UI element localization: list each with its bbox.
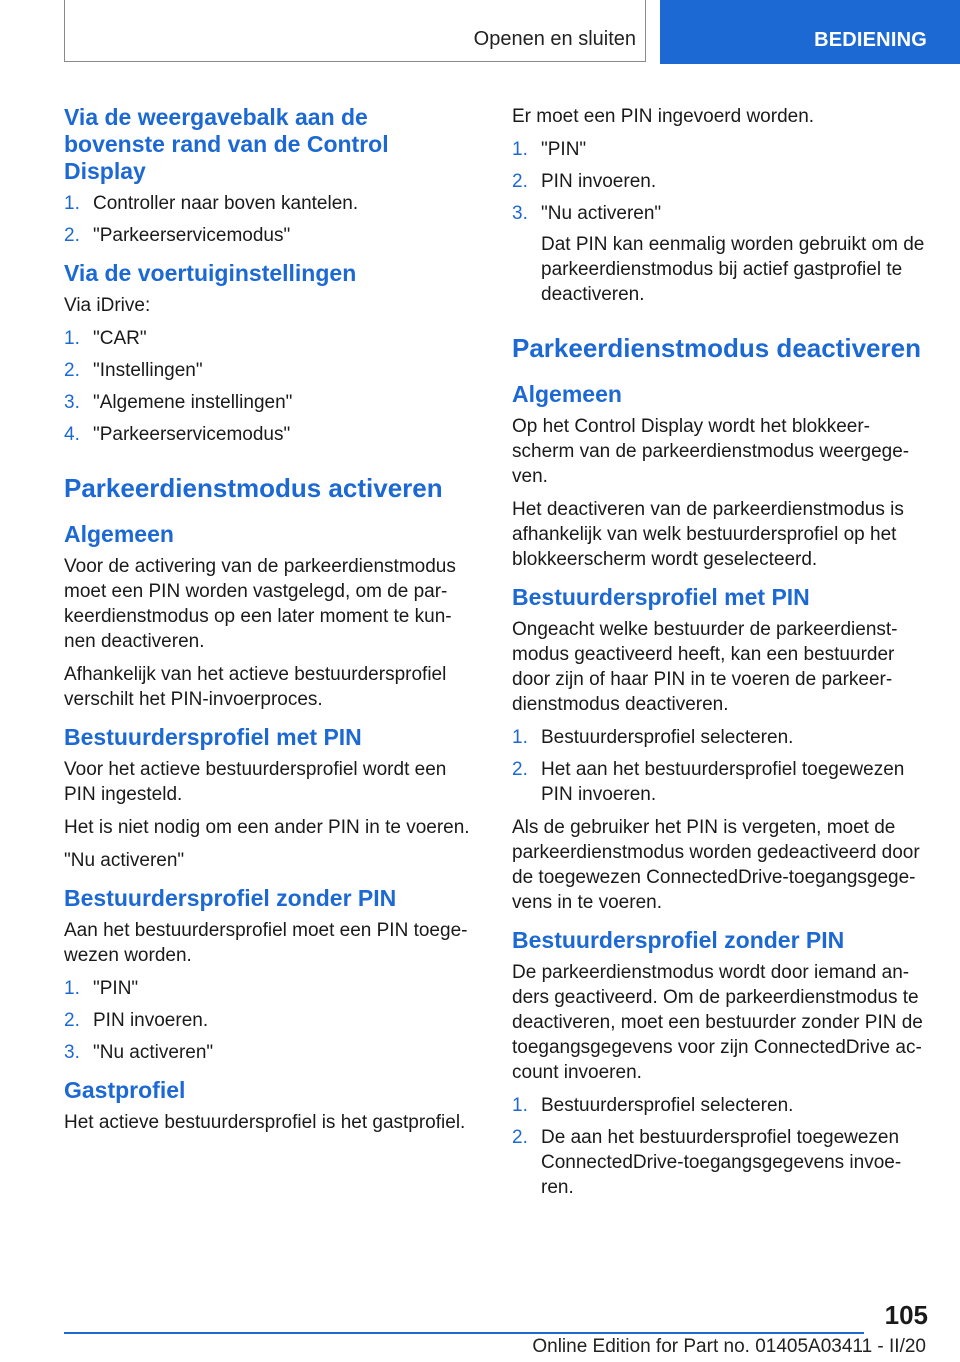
heading-deactivate: Parkeerdienstmodus deactiveren (512, 333, 921, 363)
list-item: 2. De aan het bestuurdersprofiel toegewezen ConnectedDrive-toegangsgegevens invoe-ren. (512, 1127, 902, 1198)
heading-without-pin: Bestuurdersprofiel zonder PIN (64, 885, 397, 911)
idrive-text: Via iDrive: (64, 295, 151, 316)
guest-steps-list (512, 137, 930, 307)
paragraph: Het actieve bestuurdersprofiel is het gastprofiel. (64, 1112, 466, 1133)
edition-footer: Online Edition for Part no. 01405A03411 - II/20 (532, 1336, 926, 1357)
left-column (64, 104, 474, 1143)
paragraph: Er moet een PIN ingevoerd worden. (512, 106, 815, 127)
paragraph: Het is niet nodig om een ander PIN in te voeren. (64, 817, 470, 838)
heading-general: Algemeen (64, 521, 174, 547)
paragraph: Afhankelijk van het actieve bestuurdersprofiel verschilt het PIN-invoerproces. (64, 664, 447, 710)
list-item: 4. "Parkeerservicemodus" (64, 424, 291, 445)
paragraph: "Nu activeren" (64, 850, 185, 871)
with-pin-steps-list (512, 725, 930, 807)
paragraph: Voor de activering van de parkeerdienstmodus moet een PIN worden vastgelegd, om de par-keerdienstmodus op een later moment te kun-nen deactiveren. (64, 556, 456, 652)
right-column (512, 104, 930, 1208)
page-number: 105 (884, 1300, 928, 1330)
heading-vehicle-settings: Via de voertuiginstellingen (64, 260, 357, 286)
heading-activate: Parkeerdienstmodus activeren (64, 473, 443, 503)
list-item: 3. "Algemene instellingen" (64, 392, 293, 413)
chapter-title: Openen en sluiten (473, 28, 636, 50)
heading-guest-profile: Gastprofiel (64, 1077, 186, 1103)
step-note: Dat PIN kan eenmalig worden gebruikt om de parkeerdienstmodus bij actief gastprofiel te deactiveren. (541, 234, 925, 305)
list-item: 1. Bestuurdersprofiel selecteren. (512, 1095, 794, 1116)
heading-with-pin: Bestuurdersprofiel met PIN (64, 724, 362, 750)
display-steps-list (64, 191, 474, 248)
paragraph: Ongeacht welke bestuurder de parkeerdienst-modus geactiveerd heeft, kan een bestuurder door zijn of haar PIN in te voeren de parkeer-dienstmodus deactiveren. (512, 619, 898, 715)
paragraph: Voor het actieve bestuurdersprofiel wordt een PIN ingesteld. (64, 759, 447, 805)
heading-with-pin: Bestuurdersprofiel met PIN (512, 584, 810, 610)
list-item: 1. "CAR" (64, 328, 147, 349)
paragraph: Het deactiveren van de parkeerdienstmodus is afhankelijk van welk bestuurdersprofiel op het blokkeerscherm wordt geselecteerd. (512, 499, 904, 570)
list-item: 2. Het aan het bestuurdersprofiel toegewezen PIN invoeren. (512, 759, 905, 805)
list-item: 1. "PIN" (64, 978, 139, 999)
list-item: 1. "PIN" (512, 139, 587, 160)
without-pin-steps-list (512, 1093, 930, 1200)
list-item: 3. "Nu activeren" (64, 1042, 214, 1063)
list-item: 2. "Instellingen" (64, 360, 203, 381)
heading-general: Algemeen (512, 381, 622, 407)
paragraph: Aan het bestuurdersprofiel moet een PIN toege-wezen worden. (64, 920, 468, 966)
list-item: 3. "Nu activeren" Dat PIN kan eenmalig worden gebruikt om de parkeerdienstmodus bij actief gastprofiel te deactiveren. (512, 201, 930, 307)
section-label: BEDIENING (814, 29, 927, 51)
vehicle-steps-list (64, 326, 474, 447)
footer-divider (64, 1332, 864, 1334)
without-pin-steps-list (64, 976, 474, 1065)
list-item: 1. Controller naar boven kantelen. (64, 193, 359, 214)
heading-without-pin: Bestuurdersprofiel zonder PIN (512, 927, 845, 953)
paragraph: Als de gebruiker het PIN is vergeten, moet de parkeerdienstmodus worden gedeactiveerd door de toegewezen ConnectedDrive-toegangsgege-vens in te voeren. (512, 817, 920, 913)
list-item: 1. Bestuurdersprofiel selecteren. (512, 727, 794, 748)
paragraph: Op het Control Display wordt het blokkeer-scherm van de parkeerdienstmodus weergege-ven. (512, 416, 910, 487)
list-item: 2. "Parkeerservicemodus" (64, 225, 291, 246)
paragraph: De parkeerdienstmodus wordt door iemand an-ders geactiveerd. Om de parkeerdienstmodus te deactiveren, moet een bestuurder zonder PIN de toegangsgegevens voor zijn ConnectedDrive ac-count invoeren. (512, 962, 923, 1083)
list-item: 2. PIN invoeren. (512, 171, 657, 192)
section-tab (660, 0, 960, 64)
list-item: 2. PIN invoeren. (64, 1010, 209, 1031)
heading-display-bar: Via de weergavebalk aan de bovenste rand van de Control Display (64, 104, 389, 184)
